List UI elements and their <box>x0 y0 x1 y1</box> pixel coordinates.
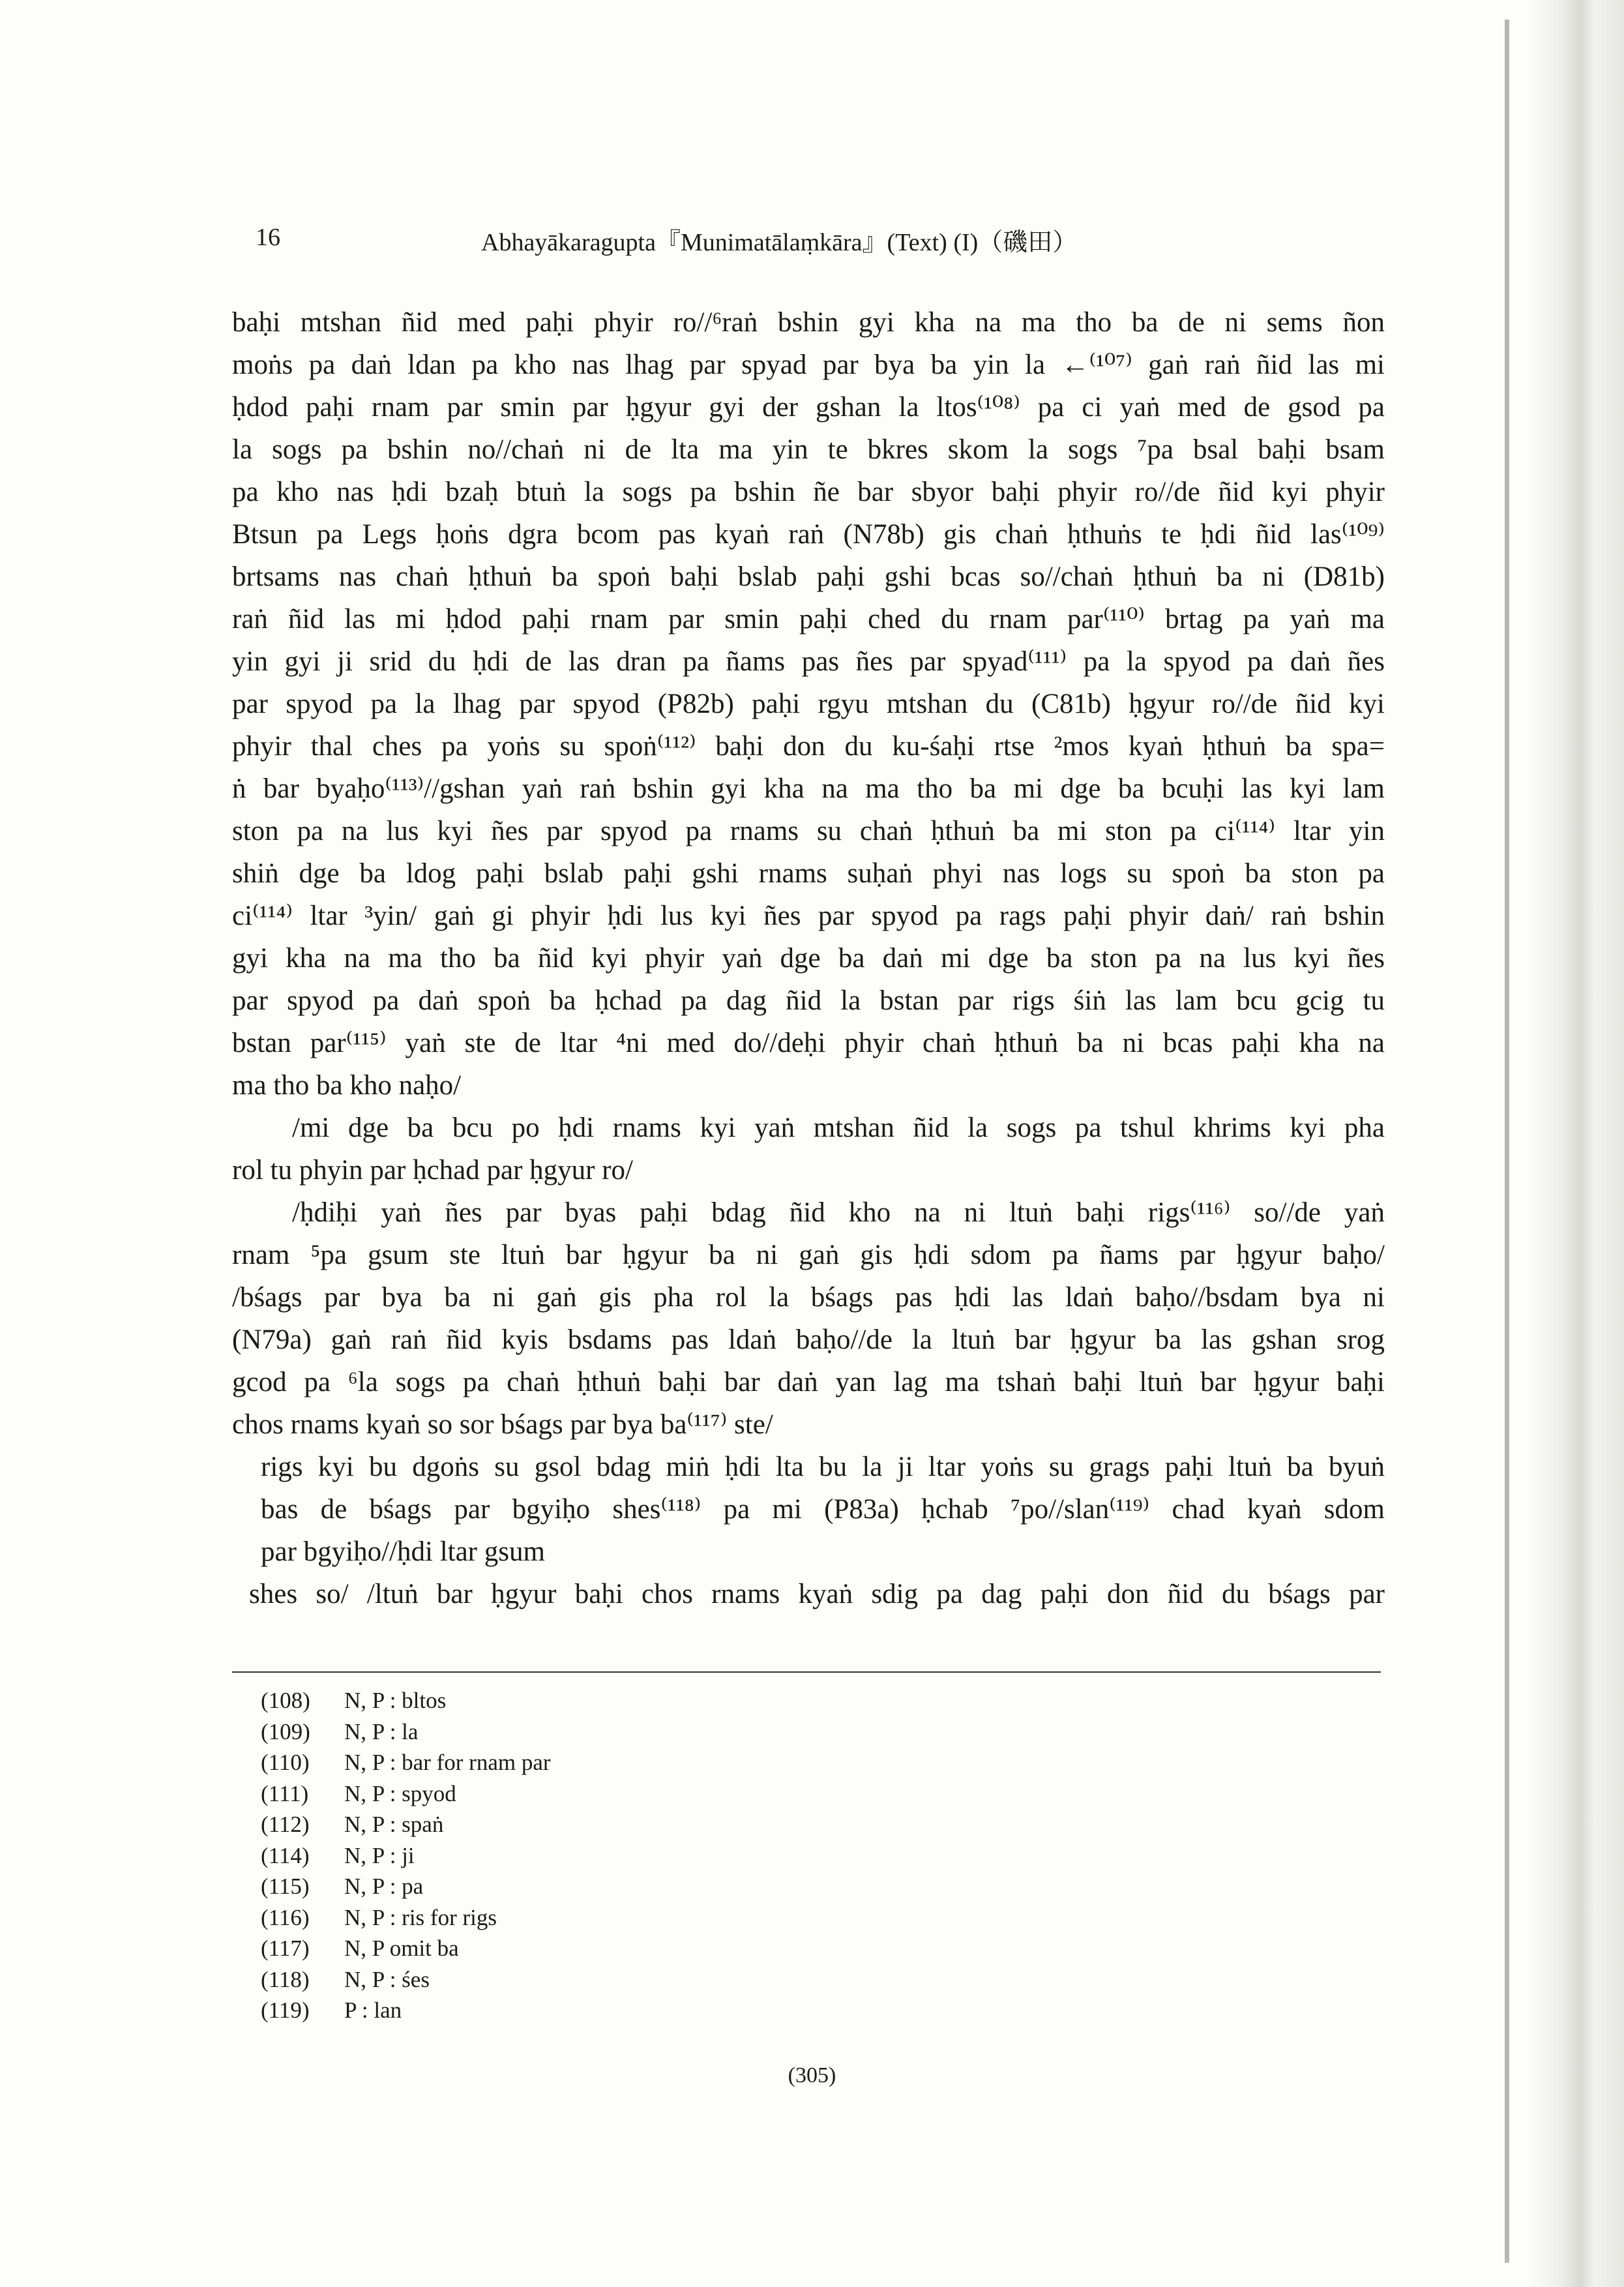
quoted-line: par bgyiḥo//ḥdi ltar gsum <box>261 1536 545 1567</box>
footnote <box>261 1778 551 1810</box>
text-line: ston pa na lus kyi ñes par spyod pa rnams su chaṅ ḥthuṅ ba mi ston pa ci⁽¹¹⁴⁾ ltar yin <box>232 816 1385 846</box>
footnote <box>261 1964 551 1996</box>
footnote-text: N, P : la <box>344 1718 419 1744</box>
footnote-number: (108) <box>261 1688 310 1713</box>
footnote-text: N, P : bltos <box>344 1688 447 1713</box>
text-line: shiṅ dge ba ldog paḥi bslab paḥi gshi rnams suḥaṅ phyi nas logs su spoṅ ba ston pa <box>232 858 1385 889</box>
footnote-text: N, P : bar for rnam par <box>344 1750 551 1775</box>
text-line: /mi dge ba bcu po ḥdi rnams kyi yaṅ mtshan ñid la sogs pa tshul khrims kyi pha <box>292 1113 1385 1143</box>
text-line: baḥi mtshan ñid med paḥi phyir ro//⁶raṅ bshin gyi kha na ma tho ba de ni sems ñon <box>232 307 1385 338</box>
running-title: Abhayākaragupta『Munimatālaṃkāra』(Text) (I)（磯田） <box>481 229 1078 256</box>
footnote-number: (112) <box>261 1812 310 1837</box>
footnote-text: N, P : spyod <box>344 1780 456 1806</box>
footnote <box>261 1685 551 1716</box>
text-line: shes so/ /ltuṅ bar ḥgyur baḥi chos rnams kyaṅ sdig pa dag paḥi don ñid du bśags par <box>249 1579 1385 1609</box>
footnote-number: (115) <box>261 1874 310 1899</box>
footnote-text: P : lan <box>344 1997 402 2023</box>
footnote <box>261 1716 551 1748</box>
scan-edge-shadow <box>1526 0 1624 2287</box>
footnote-number: (109) <box>261 1718 310 1744</box>
footnote-number: (117) <box>261 1936 310 1961</box>
footnote-number: (116) <box>261 1904 310 1930</box>
text-line: bstan par⁽¹¹⁵⁾ yaṅ ste de ltar ⁴ni med do//deḥi phyir chaṅ ḥthuṅ ba ni bcas paḥi kha na <box>232 1028 1385 1058</box>
text-line: rnam ⁵pa gsum ste ltuṅ bar ḥgyur ba ni gaṅ gis ḥdi sdom pa ñams par ḥgyur baḥo/ <box>232 1240 1385 1270</box>
quoted-line: bas de bśags par bgyiḥo shes⁽¹¹⁸⁾ pa mi (P83a) ḥchab ⁷po//slan⁽¹¹⁹⁾ chad kyaṅ sdom <box>261 1494 1385 1525</box>
footnote-text: N, P : ris for rigs <box>344 1904 497 1930</box>
text-line: pa kho nas ḥdi bzaḥ btuṅ la sogs pa bshin ñe bar sbyor baḥi phyir ro//de ñid kyi phyir <box>232 477 1385 507</box>
text-line: ṅ bar byaḥo⁽¹¹³⁾//gshan yaṅ raṅ bshin gyi kha na ma tho ba mi dge ba bcuḥi las kyi lam <box>232 773 1385 804</box>
footnote-number: (119) <box>261 1997 310 2023</box>
main-text <box>232 301 1385 1615</box>
footnote-text: N, P : ji <box>344 1842 415 1868</box>
text-line: ḥdod paḥi rnam par smin par ḥgyur gyi der gshan la ltos⁽¹⁰⁸⁾ pa ci yaṅ med de gsod pa <box>232 392 1385 423</box>
page-number: 16 <box>256 224 280 251</box>
text-line: brtsams nas chaṅ ḥthuṅ ba spoṅ baḥi bslab paḥi gshi bcas so//chaṅ ḥthuṅ ba ni (D81b) <box>232 561 1385 592</box>
text-line: /bśags par bya ba ni gaṅ gis pha rol la bśags pas ḥdi las ldaṅ baḥo//bsdam bya ni <box>232 1282 1385 1313</box>
footnote <box>261 1840 551 1872</box>
text-line: gcod pa ⁶la sogs pa chaṅ ḥthuṅ baḥi bar daṅ yan lag ma tshaṅ baḥi ltuṅ bar ḥgyur baḥi <box>232 1367 1385 1398</box>
footnote-text: N, P omit ba <box>344 1936 459 1961</box>
footnote-text: N, P : śes <box>344 1966 430 1992</box>
text-line: gyi kha na ma tho ba ñid kyi phyir yaṅ dge ba daṅ mi dge ba ston pa na lus kyi ñes <box>232 943 1385 974</box>
text-line: ci⁽¹¹⁴⁾ ltar ³yin/ gaṅ gi phyir ḥdi lus kyi ñes par spyod pa rags paḥi phyir daṅ/ raṅ bshin <box>232 901 1385 931</box>
folio-number: (305) <box>788 2063 836 2087</box>
text-line: raṅ ñid las mi ḥdod paḥi rnam par smin paḥi ched du rnam par⁽¹¹⁰⁾ brtag pa yaṅ ma <box>232 604 1385 635</box>
text-line: par spyod pa la lhag par spyod (P82b) paḥi rgyu mtshan du (C81b) ḥgyur ro//de ñid kyi <box>232 689 1385 719</box>
text-line: moṅs pa daṅ ldan pa kho nas lhag par spyad par bya ba yin la ←⁽¹⁰⁷⁾ gaṅ raṅ ñid las mi <box>232 350 1385 380</box>
footnote <box>261 1747 551 1778</box>
text-line: par spyod pa daṅ spoṅ ba ḥchad pa dag ñid la bstan par rigs śiṅ las lam bcu gcig tu <box>232 985 1385 1016</box>
footnote-text: N, P : pa <box>344 1874 424 1899</box>
text-line: /ḥdiḥi yaṅ ñes par byas paḥi bdag ñid kho na ni ltuṅ baḥi rigs⁽¹¹⁶⁾ so//de yaṅ <box>292 1197 1385 1228</box>
footnote <box>261 1809 551 1840</box>
footnote-number: (111) <box>261 1780 309 1806</box>
text-line: rol tu phyin par ḥchad par ḥgyur ro/ <box>232 1155 633 1186</box>
text-line: Btsun pa Legs ḥoṅs dgra bcom pas kyaṅ raṅ (N78b) gis chaṅ ḥthuṅs te ḥdi ñid las⁽¹⁰⁹⁾ <box>232 519 1385 550</box>
text-line: la sogs pa bshin no//chaṅ ni de lta ma yin te bkres skom la sogs ⁷pa bsal baḥi bsam <box>232 434 1385 465</box>
footnote <box>261 1933 551 1964</box>
text-line: phyir thal ches pa yoṅs su spoṅ⁽¹¹²⁾ baḥi don du ku-śaḥi rtse ²mos kyaṅ ḥthuṅ ba spa= <box>232 731 1385 762</box>
footnote <box>261 1995 551 2026</box>
text-line: chos rnams kyaṅ so sor bśags par bya ba⁽¹¹⁷⁾ ste/ <box>232 1409 773 1440</box>
quoted-line: rigs kyi bu dgoṅs su gsol bdag miṅ ḥdi lta bu la ji ltar yoṅs su grags paḥi ltuṅ ba byuṅ <box>261 1452 1385 1482</box>
footnote-number: (118) <box>261 1966 310 1992</box>
footnote-text: N, P : spaṅ <box>344 1812 444 1837</box>
footnote-number: (110) <box>261 1750 310 1775</box>
running-header <box>0 219 1624 258</box>
footnote <box>261 1902 551 1934</box>
scan-binding-line <box>1505 20 1509 2263</box>
text-line: (N79a) gaṅ raṅ ñid kyis bsdams pas ldaṅ baḥo//de la ltuṅ bar ḥgyur ba las gshan srog <box>232 1324 1385 1355</box>
footnote-rule <box>232 1671 1381 1673</box>
footnote-number: (114) <box>261 1842 310 1868</box>
text-line: yin gyi ji srid du ḥdi de las dran pa ñams pas ñes par spyad⁽¹¹¹⁾ pa la spyod pa daṅ ñes <box>232 646 1385 677</box>
footnotes <box>261 1685 551 2026</box>
footnote <box>261 1871 551 1902</box>
text-line: ma tho ba kho naḥo/ <box>232 1070 462 1101</box>
